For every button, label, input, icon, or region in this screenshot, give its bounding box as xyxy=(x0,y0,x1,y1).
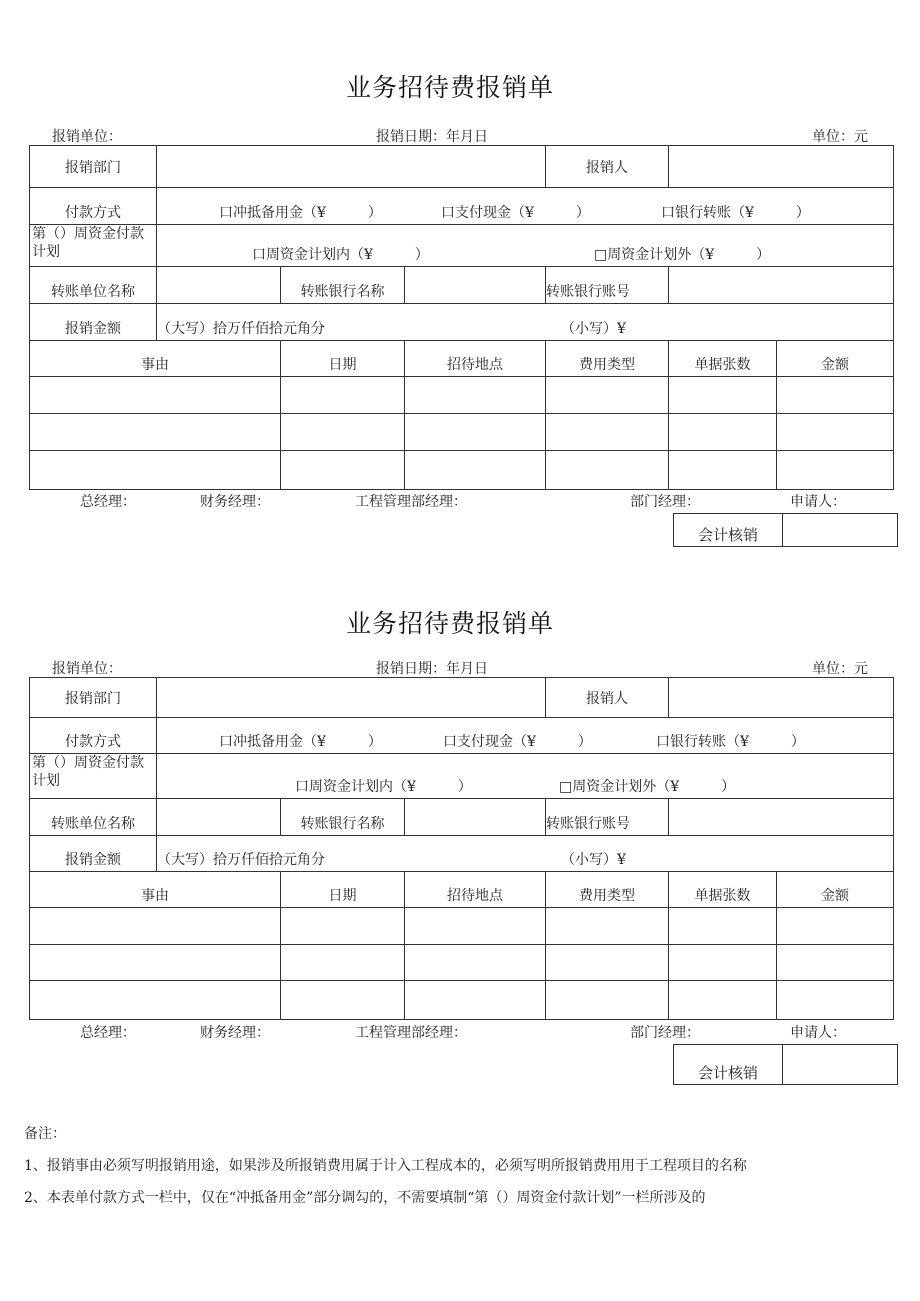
sign-dept-manager: 部门经理： xyxy=(630,494,700,510)
table-cell[interactable] xyxy=(777,981,894,1019)
amount-lower[interactable]: （小写）¥ xyxy=(561,321,626,337)
sign-finance-manager: 财务经理： xyxy=(200,494,270,510)
reimburse-date-label: 报销日期：年月日 xyxy=(376,129,488,145)
payment-options xyxy=(157,718,894,753)
sign-dept-manager: 部门经理： xyxy=(630,1025,700,1041)
sign-applicant: 申请人： xyxy=(790,1025,846,1041)
reimburse-unit-label: 报销单位： xyxy=(52,661,122,677)
payment-label: 付款方式 xyxy=(30,718,157,753)
col-location: 招待地点 xyxy=(405,872,546,907)
person-label: 报销人 xyxy=(546,678,669,717)
col-expense-type: 费用类型 xyxy=(546,341,669,376)
notes-line-1: 1、报销事由必须写明报销用途，如果涉及所报销费用属于计入工程成本的，必须写明所报销费用用于工程项目的名称 xyxy=(24,1158,747,1174)
table-cell[interactable] xyxy=(546,981,669,1019)
weekly-plan-out[interactable]: □周资金计划外（¥ ） xyxy=(559,779,736,795)
table-row xyxy=(30,451,894,490)
table-cell[interactable] xyxy=(281,981,405,1019)
form-title: 业务招待费报销单 xyxy=(345,73,554,102)
table-cell[interactable] xyxy=(546,451,669,489)
col-date: 日期 xyxy=(281,872,405,907)
reimburse-unit-label: 报销单位： xyxy=(52,129,122,145)
transfer-account-field[interactable] xyxy=(669,799,894,835)
table-row xyxy=(30,377,894,414)
amount-upper[interactable]: （大写）拾万仟佰拾元角分 xyxy=(157,852,325,868)
table-cell[interactable] xyxy=(669,451,777,489)
weekly-plan-options xyxy=(157,754,894,798)
col-date: 日期 xyxy=(281,341,405,376)
table-row xyxy=(30,908,894,945)
audit-field[interactable] xyxy=(783,1045,897,1084)
transfer-account-label: 转账银行账号 xyxy=(546,267,669,303)
table-cell[interactable] xyxy=(30,414,281,450)
transfer-unit-label: 转账单位名称 xyxy=(30,799,157,835)
notes-title: 备注： xyxy=(24,1126,66,1142)
transfer-bank-field[interactable] xyxy=(405,799,546,835)
amount-row xyxy=(30,836,894,872)
payment-label: 付款方式 xyxy=(30,188,157,224)
weekly-plan-row xyxy=(30,754,894,799)
table-cell[interactable] xyxy=(777,908,894,944)
audit-box xyxy=(673,1044,898,1085)
table-cell[interactable] xyxy=(669,414,777,450)
col-amount: 金额 xyxy=(777,341,894,376)
transfer-unit-label: 转账单位名称 xyxy=(30,267,157,303)
table-cell[interactable] xyxy=(546,377,669,413)
pay-option-bank[interactable]: 口银行转账（¥ ） xyxy=(661,205,810,221)
dept-label: 报销部门 xyxy=(30,678,157,717)
table-cell[interactable] xyxy=(30,377,281,413)
sign-applicant: 申请人： xyxy=(790,494,846,510)
form-title: 业务招待费报销单 xyxy=(345,609,554,638)
amount-label: 报销金额 xyxy=(30,304,157,340)
person-label: 报销人 xyxy=(546,146,669,187)
transfer-bank-label: 转账银行名称 xyxy=(281,267,405,303)
payment-options xyxy=(157,188,894,224)
pay-option-cash[interactable]: 口支付现金（¥ ） xyxy=(443,734,592,750)
transfer-row xyxy=(30,799,894,836)
table-cell[interactable] xyxy=(281,908,405,944)
table-cell[interactable] xyxy=(281,414,405,450)
pay-option-offset[interactable]: 口冲抵备用金（¥ ） xyxy=(219,205,382,221)
table-cell[interactable] xyxy=(669,377,777,413)
currency-unit-label: 单位：元 xyxy=(812,129,868,145)
dept-label: 报销部门 xyxy=(30,146,157,187)
table-cell[interactable] xyxy=(281,451,405,489)
audit-box xyxy=(673,513,898,547)
transfer-bank-field[interactable] xyxy=(405,267,546,303)
weekly-plan-out[interactable]: □周资金计划外（¥ ） xyxy=(594,247,771,263)
table-cell[interactable] xyxy=(30,945,281,980)
col-expense-type: 费用类型 xyxy=(546,872,669,907)
amount-fields xyxy=(157,836,894,871)
col-reason: 事由 xyxy=(30,341,281,376)
weekly-plan-label: 第（）周资金付款计划 xyxy=(30,754,157,798)
table-cell[interactable] xyxy=(777,451,894,489)
dept-field[interactable] xyxy=(157,146,546,187)
table-cell[interactable] xyxy=(281,377,405,413)
reimburse-date-label: 报销日期：年月日 xyxy=(376,661,488,677)
table-cell[interactable] xyxy=(546,908,669,944)
amount-label: 报销金额 xyxy=(30,836,157,871)
transfer-unit-field[interactable] xyxy=(157,267,281,303)
table-cell[interactable] xyxy=(777,377,894,413)
table-row xyxy=(30,981,894,1020)
amount-upper[interactable]: （大写）拾万仟佰拾元角分 xyxy=(157,321,325,337)
amount-lower[interactable]: （小写）¥ xyxy=(561,852,626,868)
sign-general-manager: 总经理： xyxy=(80,494,136,510)
table-cell[interactable] xyxy=(669,908,777,944)
amount-fields xyxy=(157,304,894,340)
weekly-plan-in[interactable]: 口周资金计划内（¥ ） xyxy=(295,779,472,795)
audit-label: 会计核销 xyxy=(674,1045,783,1084)
table-cell[interactable] xyxy=(30,451,281,489)
dept-field[interactable] xyxy=(157,678,546,717)
sign-engineering-manager: 工程管理部经理： xyxy=(355,1025,467,1041)
pay-option-bank[interactable]: 口银行转账（¥ ） xyxy=(656,734,805,750)
transfer-account-label: 转账银行账号 xyxy=(546,799,669,835)
weekly-plan-label: 第（）周资金付款计划 xyxy=(30,225,157,266)
payment-row xyxy=(30,718,894,754)
table-cell[interactable] xyxy=(405,945,546,980)
pay-option-cash[interactable]: 口支付现金（¥ ） xyxy=(441,205,590,221)
table-header-row xyxy=(30,872,894,908)
person-field[interactable] xyxy=(669,146,894,187)
table-cell[interactable] xyxy=(669,981,777,1019)
table-cell[interactable] xyxy=(669,945,777,980)
table-cell[interactable] xyxy=(405,908,546,944)
col-location: 招待地点 xyxy=(405,341,546,376)
col-amount: 金额 xyxy=(777,872,894,907)
transfer-account-field[interactable] xyxy=(669,267,894,303)
col-receipt-count: 单据张数 xyxy=(669,872,777,907)
payment-row xyxy=(30,188,894,225)
currency-unit-label: 单位：元 xyxy=(812,661,868,677)
table-cell[interactable] xyxy=(405,451,546,489)
weekly-plan-in[interactable]: 口周资金计划内（¥ ） xyxy=(252,247,429,263)
amount-row xyxy=(30,304,894,341)
form-table xyxy=(29,677,894,1020)
dept-row xyxy=(30,146,894,188)
table-cell[interactable] xyxy=(405,981,546,1019)
table-cell[interactable] xyxy=(405,377,546,413)
sign-finance-manager: 财务经理： xyxy=(200,1025,270,1041)
table-cell[interactable] xyxy=(777,414,894,450)
table-cell[interactable] xyxy=(546,945,669,980)
table-cell[interactable] xyxy=(281,945,405,980)
table-row xyxy=(30,945,894,981)
col-receipt-count: 单据张数 xyxy=(669,341,777,376)
col-reason: 事由 xyxy=(30,872,281,907)
audit-label: 会计核销 xyxy=(674,514,783,546)
transfer-unit-field[interactable] xyxy=(157,799,281,835)
pay-option-offset[interactable]: 口冲抵备用金（¥ ） xyxy=(219,734,382,750)
table-cell[interactable] xyxy=(546,414,669,450)
person-field[interactable] xyxy=(669,678,894,717)
sign-engineering-manager: 工程管理部经理： xyxy=(355,494,467,510)
table-cell[interactable] xyxy=(30,981,281,1019)
weekly-plan-options xyxy=(157,225,894,266)
audit-field[interactable] xyxy=(783,514,897,546)
table-cell[interactable] xyxy=(405,414,546,450)
table-row xyxy=(30,414,894,451)
table-header-row xyxy=(30,341,894,377)
transfer-bank-label: 转账银行名称 xyxy=(281,799,405,835)
table-cell[interactable] xyxy=(777,945,894,980)
notes-line-2: 2、本表单付款方式一栏中，仅在“冲抵备用金”部分调勾的，不需要填制“第（）周资金付款计划”一栏所涉及的 xyxy=(24,1190,706,1206)
sign-general-manager: 总经理： xyxy=(80,1025,136,1041)
transfer-row xyxy=(30,267,894,304)
dept-row xyxy=(30,678,894,718)
weekly-plan-row xyxy=(30,225,894,267)
form-table xyxy=(29,145,894,490)
table-cell[interactable] xyxy=(30,908,281,944)
